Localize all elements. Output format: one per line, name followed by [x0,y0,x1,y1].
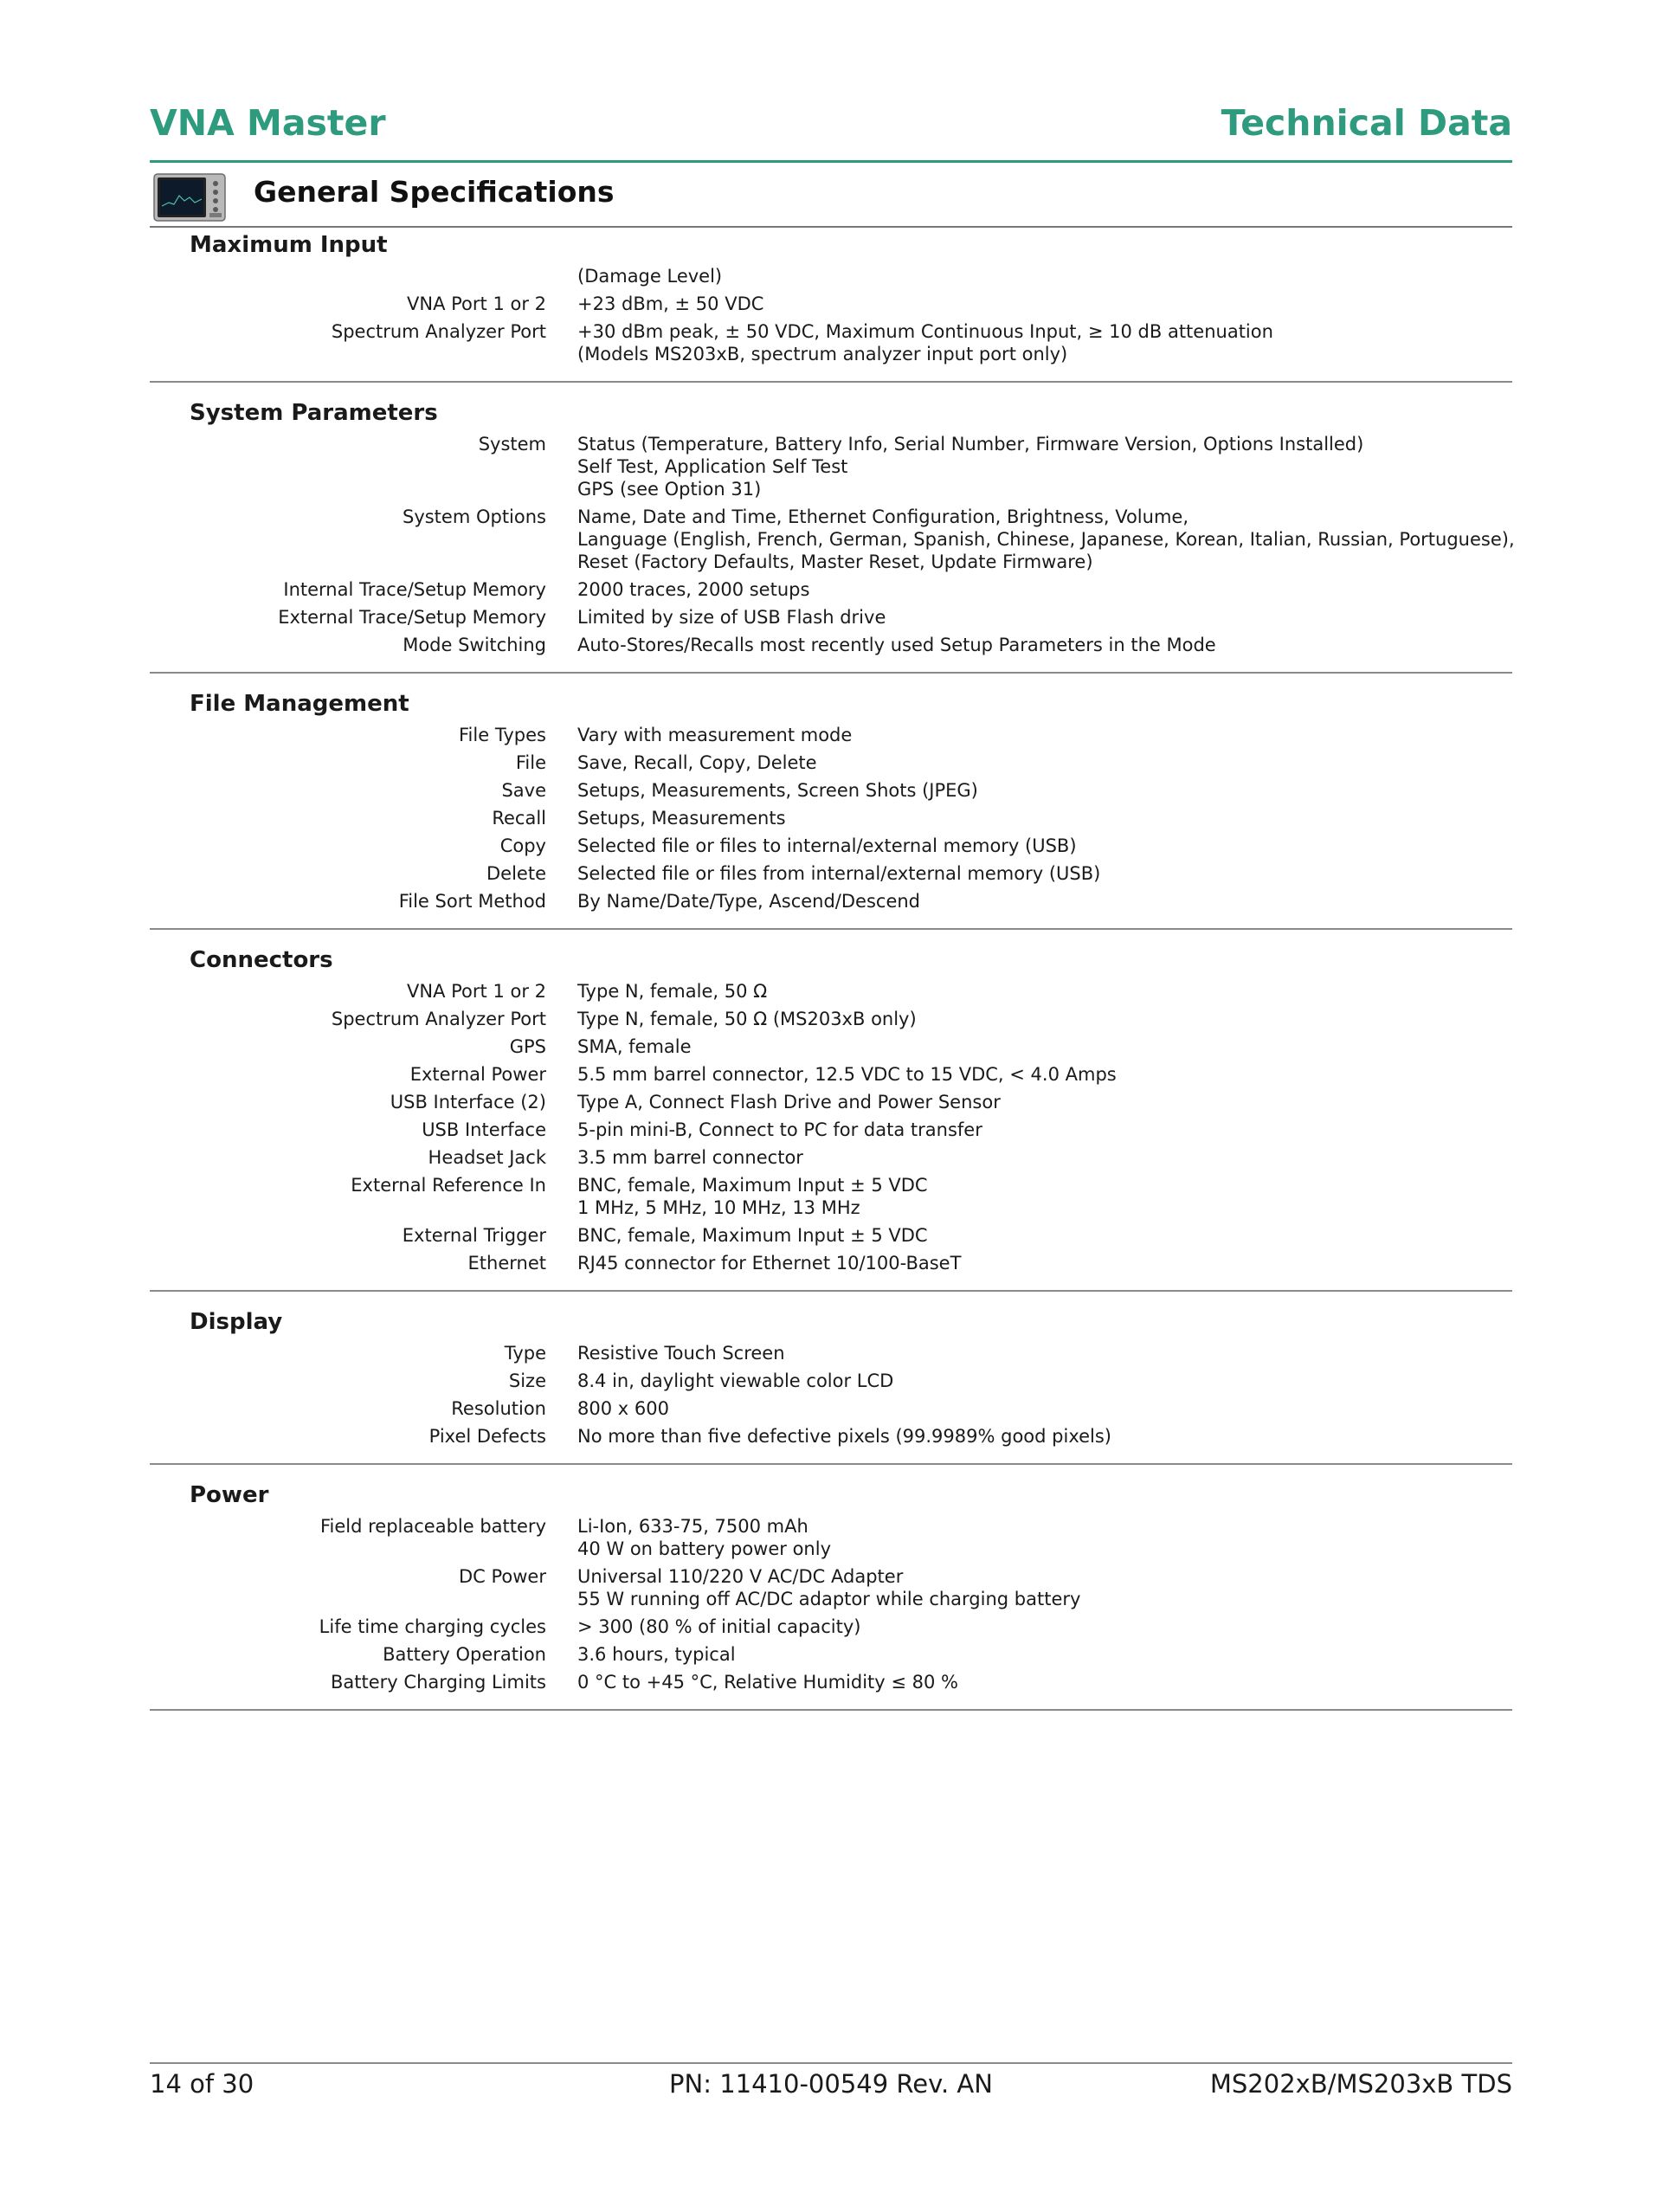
spec-label [150,265,546,287]
spec-value-line: Li-Ion, 633-75, 7500 mAh [577,1516,808,1537]
spec-row [150,293,1512,315]
spec-value-line: Selected file or files to internal/external memory (USB) [577,835,1077,856]
footer-divider [150,2062,1512,2064]
spec-row [150,890,1512,913]
spec-row [150,862,1512,885]
spec-label: File Types [459,725,546,745]
spec-value-line: 8.4 in, daylight viewable color LCD [577,1370,894,1391]
spec-values [577,1035,1512,1058]
spec-label: Spectrum Analyzer Port [331,1009,546,1029]
spec-label: Copy [499,835,546,856]
spec-group [150,1480,1512,1711]
spec-value-line: Vary with measurement mode [577,725,853,745]
spec-value-line: Language (English, French, German, Spanish, Chinese, Japanese, Korean, Italian, Russian, Portuguese), [577,529,1515,550]
page [150,0,1515,2212]
spec-values [577,835,1512,857]
spec-label: Ethernet [467,1253,546,1274]
spec-values [577,606,1512,629]
spec-value-line: 1 MHz, 5 MHz, 10 MHz, 13 MHz [577,1197,860,1218]
spec-row [150,1397,1512,1420]
spec-label: Battery Charging Limits [331,1672,546,1693]
spec-value-line: Type N, female, 50 Ω (MS203xB only) [577,1009,917,1029]
spec-values [577,890,1512,913]
spec-values [577,1370,1512,1392]
spec-values [577,1063,1512,1086]
spec-row [150,751,1512,774]
spec-label: Life time charging cycles [319,1616,546,1637]
section-title-divider [150,226,1512,228]
spec-row [150,1252,1512,1274]
spec-value-line: 2000 traces, 2000 setups [577,579,810,600]
spec-value-line: RJ45 connector for Ethernet 10/100-BaseT [577,1253,962,1274]
spec-label: File Sort Method [398,891,546,912]
spec-value-line: Type A, Connect Flash Drive and Power Sensor [577,1092,1001,1112]
spec-group [150,230,1512,383]
spec-label: USB Interface (2) [390,1092,546,1112]
spec-row [150,724,1512,746]
spec-value-line: 3.6 hours, typical [577,1644,736,1665]
spec-label: Spectrum Analyzer Port [331,321,546,342]
spec-value-line: (Models MS203xB, spectrum analyzer input port only) [577,344,1068,364]
spec-value-line: 800 x 600 [577,1398,669,1419]
spec-group-title: Connectors [190,947,333,973]
spec-row [150,1342,1512,1364]
spec-group [150,689,1512,930]
spec-row [150,1224,1512,1247]
spec-label: Field replaceable battery [319,1516,546,1537]
spec-label: Battery Operation [383,1644,546,1665]
document-type-title: Technical Data [1221,102,1512,144]
spec-label: DC Power [458,1566,546,1587]
spec-values [577,1224,1512,1247]
spec-label: System Options [402,506,546,527]
spec-values [577,724,1512,746]
spec-label: USB Interface [422,1119,546,1140]
section-heading [150,168,1512,225]
spec-value-line: Selected file or files from internal/external memory (USB) [577,863,1101,884]
page-header [150,102,1512,163]
spec-row [150,1174,1512,1219]
spec-values [577,1565,1512,1610]
spec-group-title: Power [190,1482,269,1508]
spec-group-title: File Management [190,691,409,717]
spec-value-line: Type N, female, 50 Ω [577,981,768,1002]
spec-label: Delete [486,863,546,884]
spec-values [577,634,1512,656]
spec-value-line: Universal 110/220 V AC/DC Adapter [577,1566,904,1587]
spec-value-line: Name, Date and Time, Ethernet Configuration, Brightness, Volume, [577,506,1189,527]
document-id: MS202xB/MS203xB TDS [1209,2069,1512,2099]
spec-values [577,1091,1512,1113]
spec-values [577,779,1512,802]
spec-value-line: By Name/Date/Type, Ascend/Descend [577,891,921,912]
spec-value-line: 5.5 mm barrel connector, 12.5 VDC to 15 VDC, < 4.0 Amps [577,1064,1117,1085]
spec-row [150,265,1512,287]
spec-row [150,1370,1512,1392]
part-number: PN: 11410-00549 Rev. AN [669,2069,993,2099]
spec-row [150,606,1512,629]
spec-row [150,1671,1512,1693]
spec-values [577,807,1512,829]
spec-label: Pixel Defects [428,1426,546,1447]
spec-value-line: BNC, female, Maximum Input ± 5 VDC [577,1175,928,1196]
spec-label: Type [504,1343,546,1364]
spec-label: External Trace/Setup Memory [278,607,546,628]
spec-value-line: 55 W running off AC/DC adaptor while charging battery [577,1589,1081,1609]
spec-values [577,862,1512,885]
spec-label: Size [508,1370,546,1391]
spec-row [150,1565,1512,1610]
header-divider [150,160,1512,163]
spec-row [150,1091,1512,1113]
spec-row [150,835,1512,857]
spec-values [577,433,1512,500]
spec-value-line: Auto-Stores/Recalls most recently used Setup Parameters in the Mode [577,635,1216,655]
spec-values [577,293,1512,315]
spec-values [577,1643,1512,1666]
spec-values [577,1146,1512,1169]
spec-label: External Reference In [351,1175,546,1196]
spec-label: External Trigger [402,1225,546,1246]
spec-label: Mode Switching [403,635,546,655]
spec-row [150,1615,1512,1638]
spec-value-line: 40 W on battery power only [577,1538,831,1559]
spec-value-line: > 300 (80 % of initial capacity) [577,1616,861,1637]
spec-values [577,506,1515,573]
spec-values [577,1515,1512,1560]
spec-value-line: 0 °C to +45 °C, Relative Humidity ≤ 80 % [577,1672,959,1693]
spec-label: GPS [509,1036,546,1057]
spec-values [577,1174,1512,1219]
spec-value-line: Reset (Factory Defaults, Master Reset, Update Firmware) [577,551,1093,572]
spec-values [577,1008,1512,1030]
spec-values [577,1671,1512,1693]
vna-device-icon [153,171,226,223]
spec-group [150,945,1512,1292]
spec-label: Save [501,780,546,801]
spec-group-title: Display [190,1309,283,1335]
spec-value-line: +30 dBm peak, ± 50 VDC, Maximum Continuous Input, ≥ 10 dB attenuation [577,321,1273,342]
spec-label: Headset Jack [428,1147,546,1168]
spec-group-title: System Parameters [190,400,438,426]
spec-value-line: Setups, Measurements, Screen Shots (JPEG) [577,780,978,801]
section-title: General Specifications [254,175,615,209]
spec-label: File [515,752,546,773]
spec-value-line: Resistive Touch Screen [577,1343,785,1364]
spec-row [150,1063,1512,1086]
spec-values [577,265,1512,287]
spec-row [150,1119,1512,1141]
spec-values [577,1425,1512,1448]
spec-value-line: (Damage Level) [577,266,723,287]
spec-group-title: Maximum Input [190,232,388,258]
spec-values [577,1252,1512,1274]
spec-row [150,1008,1512,1030]
spec-values [577,1615,1512,1638]
spec-value-line: GPS (see Option 31) [577,479,762,500]
spec-values [577,1397,1512,1420]
spec-values [577,1119,1512,1141]
spec-row [150,634,1512,656]
spec-row [150,1425,1512,1448]
spec-group [150,398,1515,674]
spec-value-line: 5-pin mini-B, Connect to PC for data transfer [577,1119,982,1140]
spec-value-line: Self Test, Application Self Test [577,456,848,477]
spec-value-line: SMA, female [577,1036,692,1057]
spec-label: Internal Trace/Setup Memory [283,579,546,600]
spec-values [577,751,1512,774]
spec-value-line: Setups, Measurements [577,808,786,829]
spec-row [150,578,1512,601]
spec-row [150,320,1512,365]
spec-row [150,980,1512,1003]
spec-value-line: 3.5 mm barrel connector [577,1147,803,1168]
page-number: 14 of 30 [150,2069,254,2099]
spec-label: Recall [492,808,546,829]
spec-value-line: +23 dBm, ± 50 VDC [577,293,764,314]
spec-group [150,1307,1512,1465]
spec-label: System [478,434,546,455]
spec-value-line: BNC, female, Maximum Input ± 5 VDC [577,1225,928,1246]
spec-label: VNA Port 1 or 2 [407,293,546,314]
spec-row [150,506,1515,573]
spec-row [150,779,1512,802]
spec-values [577,980,1512,1003]
spec-row [150,1643,1512,1666]
spec-label: Resolution [451,1398,546,1419]
spec-values [577,320,1512,365]
spec-value-line: Limited by size of USB Flash drive [577,607,886,628]
spec-value-line: Status (Temperature, Battery Info, Serial Number, Firmware Version, Options Installed) [577,434,1364,455]
spec-value-line: No more than five defective pixels (99.9989% good pixels) [577,1426,1111,1447]
spec-values [577,1342,1512,1364]
spec-value-line: Save, Recall, Copy, Delete [577,752,817,773]
spec-row [150,433,1512,500]
spec-row [150,1146,1512,1169]
product-title: VNA Master [150,102,386,144]
spec-values [577,578,1512,601]
spec-row [150,807,1512,829]
spec-row [150,1035,1512,1058]
specification-groups [150,230,1515,1726]
spec-row [150,1515,1512,1560]
spec-label: VNA Port 1 or 2 [407,981,546,1002]
spec-label: External Power [409,1064,546,1085]
